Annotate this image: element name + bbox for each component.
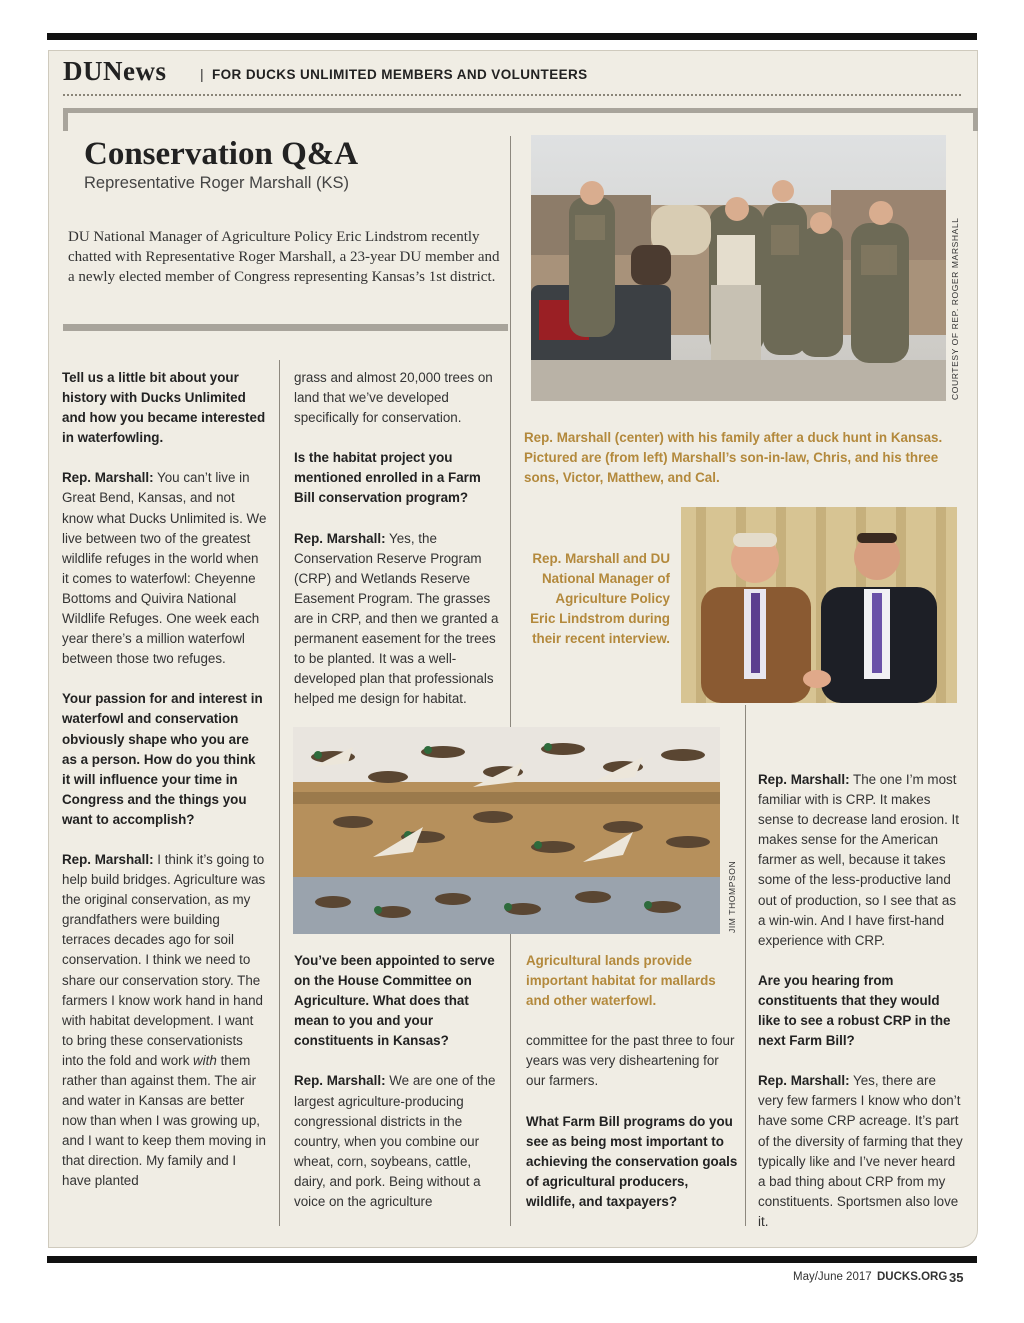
page-number: 35 [949, 1270, 964, 1285]
answer-2-continued: grass and almost 20,000 trees on land that we’ve developed specifically for conservation. [294, 370, 493, 426]
magazine-section-logo: DUNews [63, 56, 167, 86]
top-rule [47, 33, 977, 40]
article-subtitle: Representative Roger Marshall (KS) [84, 174, 350, 192]
column-2-lower [294, 951, 500, 1232]
header-divider: | [200, 66, 204, 82]
family-photo-credit: COURTESY OF REP. ROGER MARSHALL [950, 217, 960, 400]
question-5: What Farm Bill programs do you see as being most important to achieving the conservation goals of agricultural producers, wildlife, and taxpayers? [526, 1113, 738, 1209]
answer-4-speaker: Rep. Marshall: [294, 1073, 386, 1089]
column-2-upper [294, 368, 500, 729]
ducks-photo-credit: JIM THOMPSON [727, 860, 737, 933]
column-1 [62, 368, 267, 1212]
question-3: Is the habitat project you mentioned enrolled in a Farm Bill conservation program? [294, 450, 481, 506]
title-bracket [63, 108, 978, 131]
answer-5-text: The one I’m most familiar with is CRP. It makes sense to decrease land erosion. It makes sense for the American farmer as well, because it takes some of the less-productive land out of production, so I see that as a win-win. And I have first-hand experience with CRP. [758, 772, 959, 948]
answer-1-text: You can’t live in Great Bend, Kansas, and not know what Ducks Unlimited is. We live between two of the greatest wildlife refuges in the world when it comes to waterfowl: Cheyenne Bottoms and Quivira National Wildlife Refuges. One week each year there’s a million waterfowl between those two refuges. [62, 470, 267, 667]
column-rule-2 [510, 136, 511, 1226]
answer-3-speaker: Rep. Marshall: [294, 530, 386, 546]
answer-2-speaker: Rep. Marshall: [62, 851, 154, 867]
article-title: Conservation Q&A [84, 136, 359, 172]
answer-2-text-b: them rather than against them. The air and water in Kansas are better now than when I was growing up, and I want to keep them moving in that direction. My family and I have planted [62, 1052, 266, 1189]
answer-2-emphasis: with [193, 1052, 217, 1068]
column-rule-1 [279, 360, 280, 1226]
answer-3-text: Yes, the Conservation Reserve Program (CRP) and Wetlands Reserve Easement Program. The grasses are in CRP, and then we granted a permanent easement for the trees to be planted. It was a well-developed plan that professionals helped me design for habitat. [294, 530, 499, 707]
column-4 [758, 770, 964, 1252]
answer-6 [758, 1071, 964, 1232]
column-rule-3 [745, 705, 746, 1226]
ducks-photo [293, 727, 720, 934]
answer-5-speaker: Rep. Marshall: [758, 772, 850, 787]
footer-site: DUCKS.ORG [877, 1271, 948, 1283]
answer-1 [62, 468, 267, 669]
handshake-photo-caption: Rep. Marshall and DU National Manager of Agriculture Policy Eric Lindstrom during their recent interview. [530, 551, 670, 647]
question-6: Are you hearing from constituents that they would like to see a robust CRP in the next Farm Bill? [758, 972, 951, 1049]
answer-4 [294, 1071, 500, 1212]
family-photo [531, 135, 946, 401]
handshake-photo [681, 507, 957, 703]
header-tagline: FOR DUCKS UNLIMITED MEMBERS AND VOLUNTEERS [212, 67, 588, 82]
answer-2 [62, 850, 267, 1192]
answer-6-text: Yes, there are very few farmers I know who don’t have some CRP acreage. It’s part of the diversity of farming that they typically like and I’ve never heard a bad thing about CRP from my constituents. Sportsmen also love it. [758, 1073, 963, 1229]
answer-4-text: We are one of the largest agriculture-producing congressional districts in the country, when you combine our wheat, corn, soybeans, cattle, dairy, and pork. Being without a voice on the agriculture [294, 1073, 496, 1210]
answer-6-speaker: Rep. Marshall: [758, 1073, 850, 1089]
family-photo-caption: Rep. Marshall (center) with his family after a duck hunt in Kansas. Pictured are (from left) Marshall’s son-in-law, Chris, and his three sons, Victor, Matthew, and Cal. [524, 430, 943, 486]
column-3-lower [526, 951, 738, 1232]
answer-4-continued: committee for the past three to four years was very disheartening for our farmers. [526, 1033, 735, 1089]
intro-rule [63, 324, 508, 331]
answer-5 [758, 770, 964, 951]
dotted-divider [63, 94, 961, 96]
answer-1-speaker: Rep. Marshall: [62, 470, 154, 486]
question-4: You’ve been appointed to serve on the House Committee on Agriculture. What does that mean to you and your constituents in Kansas? [294, 953, 495, 1049]
question-1: Tell us a little bit about your history with Ducks Unlimited and how you became interested in waterfowling. [62, 370, 266, 446]
article-intro: DU National Manager of Agriculture Policy Eric Lindstrom recently chatted with Representative Roger Marshall, a 23-year DU member and a newly elected member of Congress representing Kansas’s 1st district. [68, 229, 500, 285]
footer-issue: May/June 2017 [793, 1271, 872, 1283]
ducks-photo-caption: Agricultural lands provide important habitat for mallards and other waterfowl. [526, 953, 716, 1009]
bottom-rule [47, 1256, 977, 1263]
answer-2-text-a: I think it’s going to help build bridges. Agriculture was the original conservation, as my grandfathers were building terraces decades ago for soil conservation. I think we need to share our conservation story. The farmers I know work hand in hand with habitat development. I want to bring these conservationists into the fold and work [62, 851, 266, 1068]
question-2: Your passion for and interest in waterfowl and conservation obviously shape who you are as a person. How do you think it will influence your time in Congress and the things you want to accomplish? [62, 691, 263, 827]
answer-3 [294, 529, 500, 710]
